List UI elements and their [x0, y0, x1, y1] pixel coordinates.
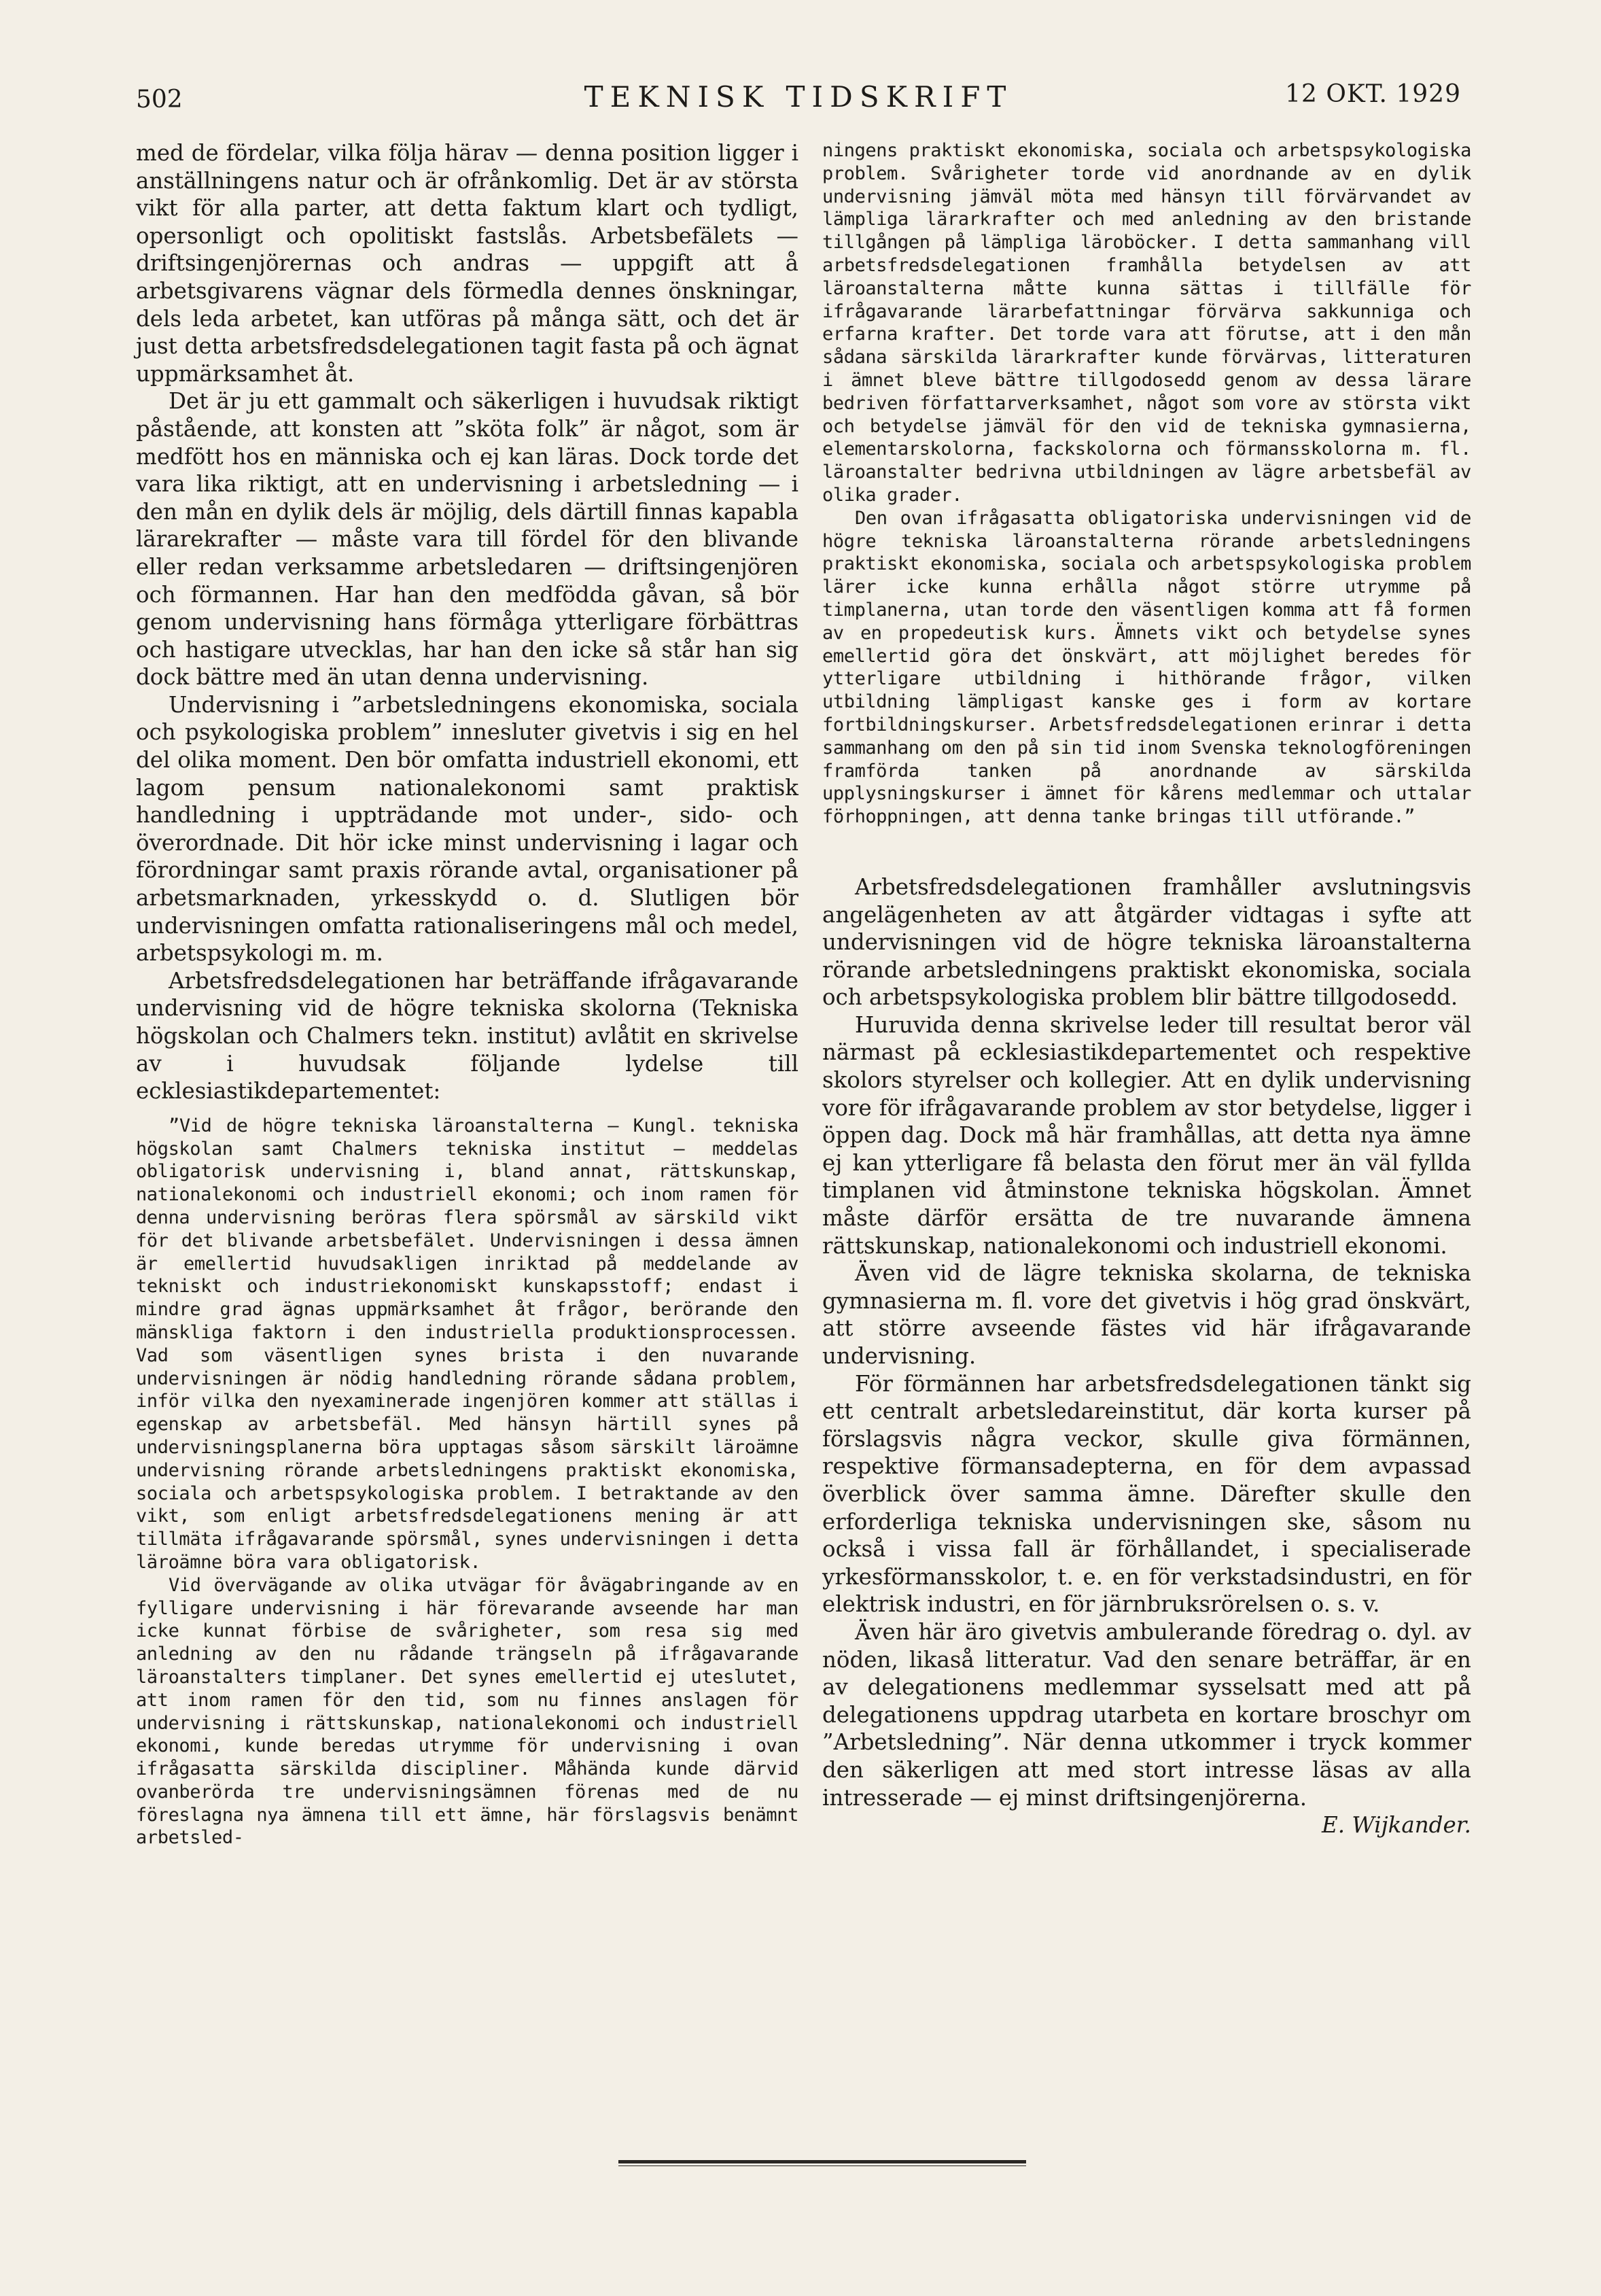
paragraph: Huruvida denna skrivelse leder till resultat beror väl närmast på ecklesiastikdepartementet och respektive skolors styrelser och kollegier. Att en dylik undervisning vore för ifrågavarande problem av stor betydelse, ligger i öppen dag. Dock må här framhållas, att detta nya ämne ej kan ytterligare få belasta den förut mer än väl fyllda timplanen vid åtminstone tekniska högskolan. Ämnet måste därför ersätta de tre nuvarande ämnena rättskunskap, nationalekonomi och industriell ekonomi. [822, 1011, 1471, 1259]
paragraph: Även vid de lägre tekniska skolarna, de tekniska gymnasierna m. fl. vore det givetvis i hög grad önskvärt, att större avseende fästes vid här ifrågavarande undervisning. [822, 1260, 1471, 1369]
paragraph: Även här äro givetvis ambulerande föredrag o. dyl. av nöden, likaså litteratur. Vad den senare beträffar, är en av delegationens medlemmar sysselsatt med att på delegationens uppdrag utarbeta en kortare broschyr om ”Arbetsledning”. När denna utkommer i tryck kommer den säkerligen att med stort intresse läsas av alla intresserade — ej minst driftsingenjörerna. [822, 1618, 1471, 1811]
paragraph: med de fördelar, vilka följa härav — denna position ligger i anställningens natur och är ofrånkomlig. Det är av största vikt för alla parter, att detta faktum klart och tydligt, opersonligt och opolitiskt fastslås. Arbetsbefälets — driftsingenjörernas och andras — uppgift att å arbetsgivarens vägnar dels förmedla dennes önskningar, dels leda arbetet, kan utföras på många sätt, och det är just detta arbetsfredsdelegationen tagit fasta på och ägnat uppmärksamhet åt. [136, 140, 798, 387]
page-number: 502 [136, 86, 183, 114]
paragraph: Arbetsfredsdelegationen framhåller avslutningsvis angelägenheten av att åtgärder vidtagas i syfte att undervisningen vid de högre tekniska läroanstalterna rörande arbetsledningens praktiskt ekonomiska, sociala och arbetspsykologiska problem blir bättre tillgodosedd. [822, 873, 1471, 1011]
author-signature: E. Wijkander. [1321, 1812, 1471, 1839]
left-column [136, 139, 798, 1849]
quoted-letter-paragraph: ”Vid de högre tekniska läroanstalterna — Kungl. tekniska högskolan samt Chalmers tekniska institut — meddelas obligatorisk undervisning i, bland annat, rättskunskap, nationalekonomi och industriell ekonomi; och inom ramen för denna undervisning beröras flera spörsmål av särskild vikt för det blivande arbetsbefälet. Undervisningen i dessa ämnen är emellertid huvudsakligen inriktad på meddelande av tekniskt och industriekonomiskt kunskapsstoff; endast i mindre grad ägnas uppmärksamhet åt frågor, berörande den mänskliga faktorn i den industriella produktionsprocessen. Vad som väsentligen synes brista i den nuvarande undervisningen är nödig handledning rörande sådana problem, inför vilka den nyexaminerade ingenjören kommer att ställas i egenskap av arbetsbefäl. Med hänsyn härtill synes på undervisningsplanerna böra upptagas såsom särskilt läroämne undervisning rörande arbetsledningens praktiskt ekonomiska, sociala och arbetspsykologiska problem. I betraktande av den vikt, som enligt arbetsfredsdelegationens mening är att tillmäta ifrågavarande spörsmål, synes undervisningen i detta läroämne böra vara obligatorisk. [136, 1115, 798, 1573]
quoted-letter-paragraph: Den ovan ifrågasatta obligatoriska undervisningen vid de högre tekniska läroanstalterna rörande arbetsledningens praktiskt ekonomiska, sociala och arbetspsykologiska problem lärer icke kunna erhålla något större utrymme på timplanerna, utan torde den väsentligen komma att få formen av en propedeutisk kurs. Ämnets vikt och betydelse synes emellertid göra det önskvärt, att möjlighet beredes för ytterligare utbildning i hithörande frågor, vilken utbildning lämpligast kanske ges i form av kortare fortbildningskurser. Arbetsfredsdelegationen erinrar i detta sammanhang om den på sin tid inom Svenska teknologföreningen framförda tanken på anordnande av särskilda upplysningskurser i ämnet för kårens medlemmar och uttalar förhoppningen, att denna tanke bringas till utförande.” [822, 507, 1471, 828]
quoted-letter-paragraph: ningens praktiskt ekonomiska, sociala och arbetspsykologiska problem. Svårigheter torde vid anordnande av en dylik undervisning jämväl möta med hänsyn till förvärvandet av lämpliga lärarkrafter och med anledning av den bristande tillgången på lämpliga läroböcker. I detta sammanhang vill arbetsfredsdelegationen framhålla betydelsen av att läroanstalterna måtte kunna sättas i tillfälle för ifrågavarande lärarbefattningar förvärva sakkunniga och erfarna krafter. Det torde vara att förutse, att i den mån sådana särskilda lärarkrafter kunde förvärvas, litteraturen i ämnet bleve bättre tillgodosedd genom av dessa lärare bedriven författarverksamhet, något som vore av största vikt och betydelse jämväl för den vid de tekniska gymnasierna, elementarskolorna, fackskolorna och förmansskolorna m. fl. läroanstalter bedrivna utbildningen av lägre arbetsbefäl av olika grader. [822, 140, 1471, 506]
paragraph: Det är ju ett gammalt och säkerligen i huvudsak riktigt påstående, att konsten att ”sköta folk” är något, som är medfött hos en människa och ej kan läras. Dock torde det vara lika riktigt, att en undervisning i arbetsledning — i den mån en dylik dels är möjlig, dels därtill finnas kapabla lärarekrafter — måste vara till fördel för den blivande eller redan verksamme arbetsledaren — driftsingenjören och förmannen. Har han den medfödda gåvan, så bör genom undervisning hans förmåga ytterligare förbättras och hastigare utvecklas, har han den icke så står han sig dock bättre med än utan denna undervisning. [136, 388, 798, 691]
section-gap [822, 829, 1471, 873]
footer-rule [618, 2160, 1026, 2163]
paragraph: Undervisning i ”arbetsledningens ekonomiska, sociala och psykologiska problem” innesluter givetvis i sig en hel del olika moment. Den bör omfatta industriell ekonomi, ett lagom pensum nationalekonomi samt praktisk handledning i uppträdande mot under-, sido- och överordnade. Dit hör icke minst undervisning i lagar och förordningar samt praxis rörande avtal, organisationer på arbetsmarknaden, yrkesskydd o. d. Slutligen bör undervisningen omfatta rationaliseringens mål och medel, arbetspsykologi m. m. [136, 691, 798, 967]
journal-title: TEKNISK TIDSKRIFT [584, 80, 1013, 114]
quoted-letter-paragraph: Vid övervägande av olika utvägar för åvägabringande av en fylligare undervisning i här förevarande avseende har man icke kunnat förbise de svårigheter, som resa sig med anledning av den nu rådande trängseln på ifrågavarande läroanstalters timplaner. Det synes emellertid ej uteslutet, att inom ramen för den tid, som nu finnes anslagen för undervisning i rättskunskap, nationalekonomi och industriell ekonomi, kunde beredas utrymme för undervisning i ovan ifrågasatta särskilda discipliner. Måhända kunde därvid ovanberörda tre undervisningsämnen förenas med de nu föreslagna nya ämnena till ett ämne, här förslagsvis benämnt arbetsled- [136, 1574, 798, 1849]
page-header [136, 80, 1461, 121]
right-column [822, 139, 1471, 1839]
footer-rule-thin [618, 2165, 1026, 2166]
paragraph: För förmännen har arbetsfredsdelegationen tänkt sig ett centralt arbetsledareinstitut, där korta kurser på förslagsvis några veckor, skulle giva förmännen, respektive förmansadepterna, en för dem avpassad överblick över samma ämne. Därefter skulle den erforderliga tekniska undervisningen ske, såsom nu också i vissa fall är förhållandet, i specialiserade yrkesförmansskolor, t. e. en för verkstadsindustri, en för elektrisk industri, en för järnbruksrörelsen o. s. v. [822, 1370, 1471, 1618]
paragraph: Arbetsfredsdelegationen har beträffande ifrågavarande undervisning vid de högre tekniska skolorna (Tekniska högskolan och Chalmers tekn. institut) avlåtit en skrivelse av i huvudsak följande lydelse till ecklesiastikdepartementet: [136, 967, 798, 1104]
issue-date: 12 OKT. 1929 [1285, 80, 1461, 108]
